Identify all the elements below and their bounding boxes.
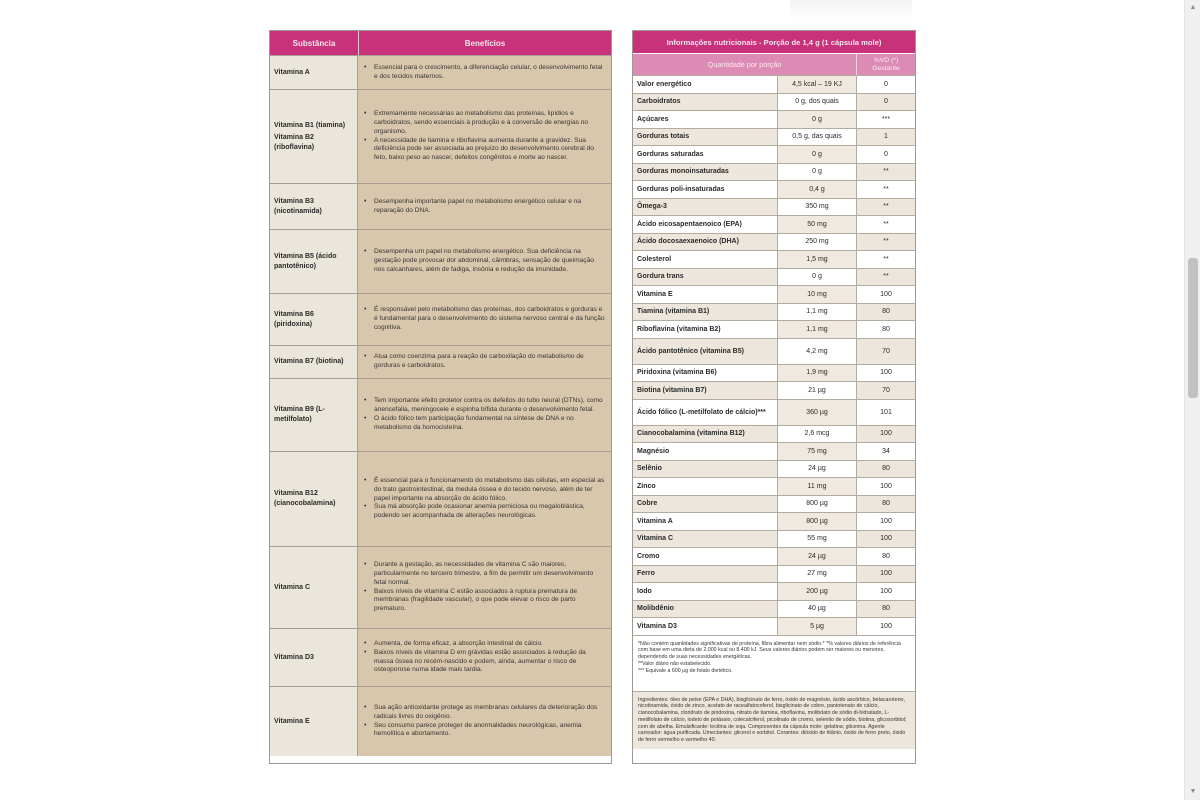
- substance-name-line: Vitamina E: [274, 717, 310, 725]
- nutrient-quantity: 24 µg: [778, 461, 857, 478]
- nutrient-quantity: 0 g: [778, 164, 857, 181]
- nutrient-quantity: 0,4 g: [778, 181, 857, 198]
- bullet-icon: •: [364, 136, 367, 144]
- substance-name-line: Vitamina B5 (ácido pantotênico): [274, 252, 337, 270]
- nutrient-vd: 1: [857, 129, 915, 146]
- bullet-icon: •: [364, 721, 367, 729]
- substances-table-header: [270, 31, 611, 55]
- substance-name: [270, 629, 358, 686]
- benefit-text: Sua ação antioxidante protege as membranas celulares da deterioração dos radicais livres do oxigênio.: [374, 703, 598, 720]
- substance-name-line: Vitamina B1 (tiamina): [274, 121, 346, 129]
- substance-name: [270, 90, 358, 183]
- bullet-icon: •: [364, 248, 367, 256]
- substances-rows: [270, 55, 611, 756]
- nutrient-quantity: 11 mg: [778, 478, 857, 495]
- nutrient-name: Vitamina D3: [633, 618, 778, 635]
- nutrient-vd: 80: [857, 548, 915, 565]
- nutrient-quantity: 1,1 mg: [778, 321, 857, 338]
- nutrient-name: Ácido docosaexaenoico (DHA): [633, 234, 778, 251]
- substance-name: [270, 547, 358, 628]
- bullet-icon: •: [364, 353, 367, 361]
- benefit-text: É responsável pelo metabolismo das proteínas, dos carboidratos e gorduras e é fundamental para o desenvolvimento do sistema nervoso central e da função cognitiva.: [374, 306, 605, 331]
- nutrition-row: [633, 425, 915, 443]
- nutrient-quantity: 1,5 mg: [778, 251, 857, 268]
- ingredients-text: Ingredientes: óleo de peixe (EPA e DHA), bisglicinato de ferro, óxido de magnésio, ácido ascórbico, betacaroteno, nicotinamida, óxido de zinco, acetato de racealfatocoferol, bisglicinato de cobre, pantotenato de cálcio, cianocobalamina, cloridrato de piridoxina, nitrato de tiamina, riboflavina, molibdato de sódio di-hidratado, L-metilfolato de cálcio, iodeto de potássio, colecalciferol, picolinato de cromo, selenito de sódio, biotina, glicosorbitol; com de abelha. Emulsificante: lecitina de soja. Componentes da cápsula mole: gelatina; glicerina. Agente carreador: água purificada. Umectantes: glicerol e sorbitol. Corantes: dióxido de titânio, óxido de ferro preto, óxido de ferro vermelho e vermelho 40.: [638, 696, 907, 744]
- nutrition-row: [633, 215, 915, 233]
- nutrition-row: [633, 512, 915, 530]
- nutrient-quantity: 4,2 mg: [778, 339, 857, 364]
- substance-name: [270, 452, 358, 546]
- benefits-cell: [358, 629, 611, 686]
- benefit-text: Essencial para o crescimento, a diferenciação celular, o desenvolvimento fetal e dos tecidos maternos.: [374, 63, 603, 80]
- nutrient-quantity: 800 µg: [778, 513, 857, 530]
- nutrient-name: Tiamina (vitamina B1): [633, 304, 778, 321]
- nutrition-rows: [633, 75, 915, 635]
- substance-name: [270, 379, 358, 451]
- benefits-cell: [358, 346, 611, 378]
- nutrient-name: Vitamina C: [633, 531, 778, 548]
- nutrient-vd: 80: [857, 496, 915, 513]
- nutrient-quantity: 350 mg: [778, 199, 857, 216]
- nutrient-vd: 0: [857, 146, 915, 163]
- nutrient-quantity: 24 µg: [778, 548, 857, 565]
- substance-name-line: Vitamina B3 (nicotinamida): [274, 197, 322, 215]
- nutrient-vd: **: [857, 181, 915, 198]
- substance-name-line: Vitamina D3: [274, 653, 314, 661]
- nutrient-name: Ácido fólico (L-metilfolato de cálcio)***: [633, 400, 778, 425]
- substance-row: [270, 55, 611, 89]
- nutrient-vd: 101: [857, 400, 915, 425]
- nutrient-vd: 80: [857, 461, 915, 478]
- substance-row: [270, 451, 611, 546]
- nutrient-quantity: 800 µg: [778, 496, 857, 513]
- nutrient-name: Selênio: [633, 461, 778, 478]
- nutrient-vd: 100: [857, 478, 915, 495]
- nutrition-row: [633, 285, 915, 303]
- nutrition-row: [633, 495, 915, 513]
- substance-name-line: Vitamina B2 (riboflavina): [274, 133, 315, 151]
- substance-name-line: Vitamina C: [274, 583, 311, 591]
- benefit-item: [364, 306, 605, 332]
- nutrient-vd: 0: [857, 94, 915, 111]
- substance-name: [270, 56, 358, 89]
- substance-name: [270, 230, 358, 293]
- benefit-text: Aumenta, de forma eficaz, a absorção intestinal de cálcio.: [374, 639, 543, 647]
- substance-row: [270, 89, 611, 183]
- nutrient-name: Gorduras totais: [633, 129, 778, 146]
- substance-row: [270, 686, 611, 756]
- benefits-cell: [358, 56, 611, 89]
- nutrient-name: Colesterol: [633, 251, 778, 268]
- nutrient-vd: 80: [857, 304, 915, 321]
- nutrient-quantity: 4,5 kcal – 19 KJ: [778, 76, 857, 93]
- header-substance: Substância: [270, 31, 359, 55]
- nutrient-quantity: 0 g: [778, 146, 857, 163]
- bullet-icon: •: [364, 306, 367, 314]
- benefit-text: Seu consumo parece proteger de anormalidades neurológicas, anemia hemolítica e abortamento.: [374, 721, 582, 738]
- nutrition-row: [633, 198, 915, 216]
- nutrition-row: [633, 381, 915, 399]
- substance-row: [270, 345, 611, 378]
- nutrient-name: Cromo: [633, 548, 778, 565]
- benefits-cell: [358, 230, 611, 293]
- benefits-cell: [358, 547, 611, 628]
- nutrient-name: Vitamina A: [633, 513, 778, 530]
- benefit-item: [364, 415, 605, 433]
- subheader-vd: [857, 54, 915, 75]
- nutrition-row: [633, 600, 915, 618]
- nutrition-row: [633, 110, 915, 128]
- nutrient-quantity: 2,6 mcg: [778, 426, 857, 443]
- nutrition-row: [633, 530, 915, 548]
- bullet-icon: •: [364, 503, 367, 511]
- benefit-item: [364, 722, 605, 740]
- nutrient-vd: ***: [857, 111, 915, 128]
- nutrient-vd: 80: [857, 321, 915, 338]
- subheader-vd-line1: %VD (*): [873, 56, 899, 64]
- nutrition-row: [633, 75, 915, 93]
- bullet-icon: •: [364, 197, 367, 205]
- substance-name-line: Vitamina A: [274, 68, 310, 76]
- nutrient-vd: 100: [857, 365, 915, 382]
- benefit-text: Desempenha importante papel no metabolismo energético celular e na reparação do DNA.: [374, 197, 582, 214]
- bullet-icon: •: [364, 648, 367, 656]
- nutrition-row: [633, 565, 915, 583]
- nutrition-row: [633, 93, 915, 111]
- nutrient-quantity: 0,5 g, das quais: [778, 129, 857, 146]
- benefits-cell: [358, 90, 611, 183]
- nutrient-vd: **: [857, 199, 915, 216]
- benefits-cell: [358, 379, 611, 451]
- nutrient-vd: 100: [857, 618, 915, 635]
- bullet-icon: •: [364, 63, 367, 71]
- substance-name: [270, 687, 358, 756]
- substance-row: [270, 628, 611, 686]
- nutrient-quantity: 21 µg: [778, 382, 857, 399]
- nutrient-quantity: 250 mg: [778, 234, 857, 251]
- substance-name: [270, 294, 358, 345]
- nutrient-vd: **: [857, 269, 915, 286]
- nutrient-name: Piridoxina (vitamina B6): [633, 365, 778, 382]
- nutrition-row: [633, 442, 915, 460]
- benefit-text: Sua má absorção pode ocasionar anemia perniciosa ou megaloblástica, podendo ser acompanhada de alterações neurológicas.: [374, 503, 585, 520]
- nutrient-vd: **: [857, 251, 915, 268]
- nutrient-vd: 100: [857, 426, 915, 443]
- nutrient-vd: **: [857, 234, 915, 251]
- nutrient-vd: 70: [857, 339, 915, 364]
- nutrition-footnote: [633, 635, 915, 691]
- nutrition-row: [633, 547, 915, 565]
- benefit-item: [364, 704, 605, 722]
- benefit-item: [364, 137, 605, 163]
- nutrient-vd: 0: [857, 76, 915, 93]
- nutrient-name: Magnésio: [633, 443, 778, 460]
- bullet-icon: •: [364, 561, 367, 569]
- benefit-text: Durante a gestação, as necessidades de vitamina C são maiores, particularmente no terceiro trimestre, a fim de permitir um desenvolvimento fetal normal.: [374, 561, 594, 586]
- nutrient-name: Ferro: [633, 566, 778, 583]
- nutrient-quantity: 1,1 mg: [778, 304, 857, 321]
- nutrient-quantity: 0 g: [778, 111, 857, 128]
- substance-name-line: Vitamina B9 (L-metilfolato): [274, 406, 325, 423]
- nutrition-row: [633, 364, 915, 382]
- nutrient-quantity: 360 µg: [778, 400, 857, 425]
- nutrient-name: Vitamina E: [633, 286, 778, 303]
- nutrition-row: [633, 128, 915, 146]
- nutrient-name: Cobre: [633, 496, 778, 513]
- substance-row: [270, 378, 611, 451]
- nutrient-quantity: 75 mg: [778, 443, 857, 460]
- nutrition-row: [633, 268, 915, 286]
- benefit-item: [364, 397, 605, 415]
- nutrient-name: Ômega-3: [633, 199, 778, 216]
- nutrient-quantity: 27 mg: [778, 566, 857, 583]
- nutrition-row: [633, 338, 915, 364]
- benefit-text: O ácido fólico tem participação fundamental na síntese de DNA e no metabolismo da homocisteína.: [374, 415, 574, 431]
- nutrition-title: Informações nutricionais - Porção de 1,4 g (1 cápsula mole): [633, 31, 915, 53]
- benefit-text: É essencial para o funcionamento do metabolismo das células, em especial as do trato gastrointestinal, da medula óssea e do tecido nervoso, além de ter papel importante na absorção do ácido fólico.: [374, 477, 605, 502]
- nutrition-row: [633, 582, 915, 600]
- nutrition-row: [633, 460, 915, 478]
- substance-name: [270, 346, 358, 378]
- benefit-item: [364, 353, 605, 371]
- page-top-strip: [790, 0, 912, 20]
- nutrition-facts-table: [632, 30, 916, 764]
- substance-name-line: Vitamina B7 (biotina): [274, 358, 344, 365]
- benefit-item: [364, 503, 605, 521]
- substance-row: [270, 293, 611, 345]
- benefit-item: [364, 477, 605, 503]
- benefit-item: [364, 588, 605, 614]
- footnote-line: *Não contém quantidades significativas de proteína, fibra alimentar nem sódio.* *% valores diários de referência com base em uma dieta de 2.000 kcal ou 8.400 kJ. Seus valores diários podem ser maiores ou menores, dependendo de suas necessidades energéticas.: [638, 640, 901, 661]
- substance-row: [270, 546, 611, 628]
- nutrient-quantity: 5 µg: [778, 618, 857, 635]
- vertical-scrollbar[interactable]: [1184, 0, 1200, 800]
- nutrition-row: [633, 163, 915, 181]
- nutrient-quantity: 50 mg: [778, 216, 857, 233]
- nutrient-name: Riboflavina (vitamina B2): [633, 321, 778, 338]
- benefits-cell: [358, 294, 611, 345]
- nutrient-name: Ácido eicosapentaenoico (EPA): [633, 216, 778, 233]
- substance-row: [270, 183, 611, 229]
- nutrition-row: [633, 145, 915, 163]
- nutrient-name: Gorduras saturadas: [633, 146, 778, 163]
- benefit-item: [364, 561, 605, 587]
- bullet-icon: •: [364, 703, 367, 711]
- nutrition-row: [633, 303, 915, 321]
- nutrient-quantity: 1,9 mg: [778, 365, 857, 382]
- header-benefits: Benefícios: [464, 38, 506, 48]
- subheader-quantity: Quantidade por porção: [633, 54, 857, 75]
- benefit-text: A necessidade de tiamina e riboflavina aumenta durante a gravidez. Sua deficiência pode ser associada ao prejuízo do desenvolvimento cerebral do feto, baixo peso ao nascer, defeitos congênitos e morte ao nascer.: [374, 136, 594, 162]
- nutrient-quantity: 0 g, dos quais: [778, 94, 857, 111]
- nutrient-vd: 100: [857, 513, 915, 530]
- scroll-up-arrow-icon[interactable]: ▲: [1189, 4, 1197, 11]
- benefit-text: Baixos níveis de vitamina C estão associados à ruptura prematura de membranas (fragilidade vascular), o que pode elevar o risco de parto prematuro.: [374, 587, 578, 613]
- scroll-down-arrow-icon[interactable]: ▼: [1189, 788, 1197, 795]
- benefit-item: [364, 64, 605, 82]
- benefit-text: Baixos níveis de vitamina D em grávidas estão associados à redução da massa óssea no recém-nascido e podem, ainda, aumentar o risco de osteoporose numa idade mais tardia.: [374, 648, 586, 674]
- nutrient-quantity: 40 µg: [778, 601, 857, 618]
- nutrient-vd: 100: [857, 286, 915, 303]
- nutrition-row: [633, 250, 915, 268]
- bullet-icon: •: [364, 397, 367, 405]
- benefit-item: [364, 110, 605, 136]
- nutrition-row: [633, 477, 915, 495]
- nutrient-name: Carboidratos: [633, 94, 778, 111]
- nutrient-name: Iodo: [633, 583, 778, 600]
- benefits-cell: [358, 687, 611, 756]
- nutrition-row: [633, 180, 915, 198]
- bullet-icon: •: [364, 587, 367, 595]
- nutrient-name: Ácido pantotênico (vitamina B5): [633, 339, 778, 364]
- benefits-cell: [358, 452, 611, 546]
- nutrient-vd: 100: [857, 531, 915, 548]
- nutrient-name: Gorduras monoinsaturadas: [633, 164, 778, 181]
- nutrient-vd: **: [857, 164, 915, 181]
- benefit-text: Tem importante efeito protetor contra os defeitos do tubo neural (DTNs), como anencefalia, meningocele e espinha bífida durante o desenvolvimento fetal.: [374, 397, 603, 414]
- nutrient-name: Molibdênio: [633, 601, 778, 618]
- nutrient-quantity: 200 µg: [778, 583, 857, 600]
- footnote-line: **Valor diário não estabelecido.: [638, 660, 712, 667]
- nutrient-vd: 80: [857, 601, 915, 618]
- nutrient-quantity: 10 mg: [778, 286, 857, 303]
- substance-name: [270, 184, 358, 229]
- benefit-item: [364, 649, 605, 675]
- substance-name-line: Vitamina B6 (piridoxina): [274, 310, 314, 328]
- nutrient-name: Gordura trans: [633, 269, 778, 286]
- subheader-vd-line2: Gestante: [872, 64, 900, 72]
- benefit-item: [364, 248, 605, 274]
- benefit-text: Desempenha um papel no metabolismo energético. Sua deficiência na gestação pode provocar dor abdominal, câimbras, sensação de queimação nos calcanhares, além de fadiga, insônia e redução da imunidade.: [374, 248, 594, 273]
- nutrition-row: [633, 617, 915, 635]
- nutrient-vd: 100: [857, 566, 915, 583]
- nutrition-row: [633, 399, 915, 425]
- nutrition-row: [633, 320, 915, 338]
- substance-row: [270, 229, 611, 293]
- nutrient-vd: **: [857, 216, 915, 233]
- nutrient-name: Zinco: [633, 478, 778, 495]
- bullet-icon: •: [364, 110, 367, 118]
- nutrient-name: Gorduras poli-insaturadas: [633, 181, 778, 198]
- nutrition-row: [633, 233, 915, 251]
- substances-table: [269, 30, 612, 764]
- substance-name-line: Vitamina B12 (cianocobalamina): [274, 490, 336, 507]
- bullet-icon: •: [364, 477, 367, 484]
- nutrient-name: Biotina (vitamina B7): [633, 382, 778, 399]
- bullet-icon: •: [364, 415, 367, 422]
- benefits-cell: [358, 184, 611, 229]
- scrollbar-thumb[interactable]: [1188, 258, 1198, 398]
- nutrition-subheader: [633, 53, 915, 75]
- benefit-item: [364, 198, 605, 216]
- nutrient-vd: 70: [857, 382, 915, 399]
- nutrient-name: Valor energético: [633, 76, 778, 93]
- nutrient-quantity: 0 g: [778, 269, 857, 286]
- footnote-line: *** Equivale a 600 µg de folato dietético.: [638, 667, 733, 674]
- nutrient-name: Cianocobalamina (vitamina B12): [633, 426, 778, 443]
- ingredients-box: [633, 691, 915, 750]
- benefit-item: [364, 640, 605, 649]
- nutrient-vd: 100: [857, 583, 915, 600]
- nutrient-vd: 34: [857, 443, 915, 460]
- bullet-icon: •: [364, 639, 367, 647]
- nutrient-quantity: 55 mg: [778, 531, 857, 548]
- nutrient-name: Açúcares: [633, 111, 778, 128]
- benefit-text: Extremamente necessárias ao metabolismo das proteínas, lipídios e carboidratos, sendo essenciais à produção e à conversão de energias no organismo.: [374, 110, 589, 135]
- benefit-text: Atua como coenzima para a reação de carboxilação do metabolismo de gorduras e carboidratos.: [374, 353, 584, 369]
